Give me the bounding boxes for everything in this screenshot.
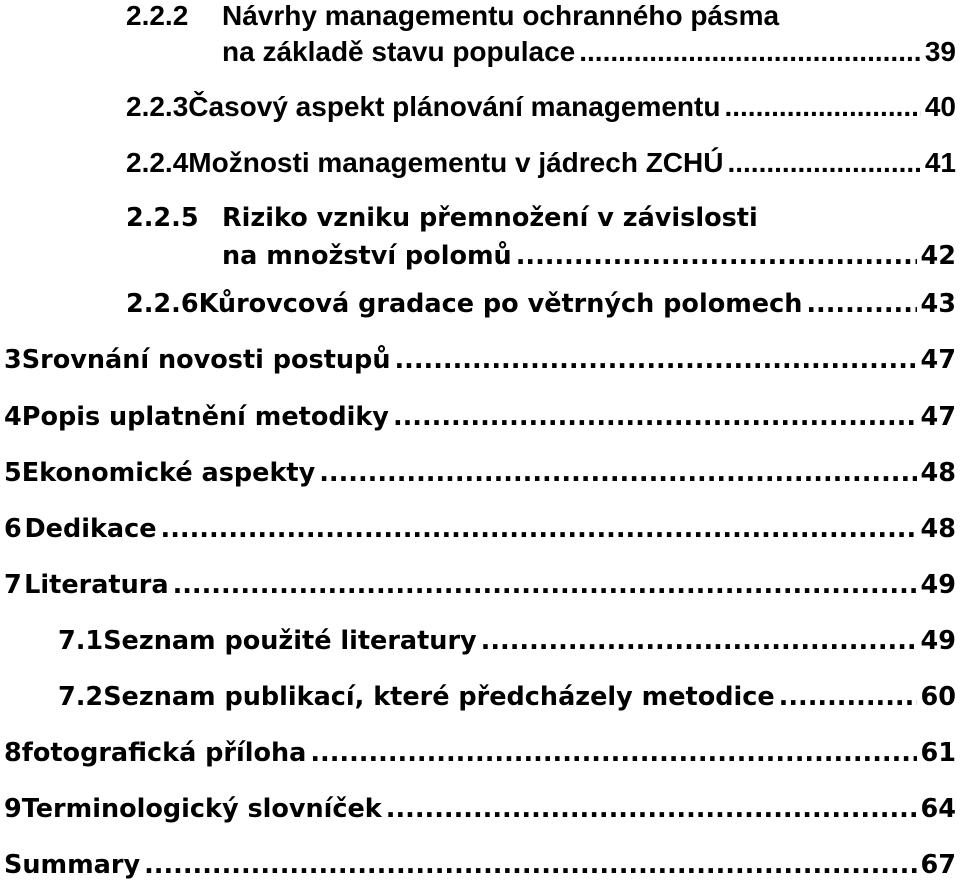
toc-entry-9[interactable]	[4, 789, 956, 829]
toc-entry-page: 39	[924, 36, 956, 67]
toc-entry-7-2[interactable]	[58, 677, 956, 717]
toc-entry-number: 2.2.6	[126, 289, 199, 319]
dot-leader	[394, 340, 916, 380]
toc-entry-7-1[interactable]	[58, 621, 956, 661]
toc-entry-number: 3	[4, 345, 22, 375]
toc-entry-title: Kůrovcová gradace po větrných polomech	[198, 289, 803, 319]
dot-leader	[516, 236, 917, 276]
toc-entry-title: Literatura	[24, 570, 169, 600]
toc-entry-2-2-5-line2[interactable]	[222, 236, 956, 276]
toc-entry-number: 7.1	[58, 626, 104, 656]
toc-entry-page: 64	[920, 794, 956, 824]
toc-entry-number: 2.2.3	[126, 91, 189, 122]
toc-entry-2-2-6[interactable]	[126, 284, 956, 324]
toc-entry-2-2-4[interactable]	[126, 143, 956, 183]
toc-entry-title-continued: na základě stavu populace	[222, 36, 576, 67]
toc-entry-number: 2.2.4	[126, 147, 189, 178]
toc-entry-title: fotografická příloha	[21, 738, 307, 768]
dot-leader	[393, 397, 917, 437]
toc-entry-page: 48	[920, 458, 956, 488]
toc-entry-page: 40	[924, 91, 956, 122]
toc-entry-title: Terminologický slovníček	[21, 794, 382, 824]
toc-entry-title: Dedikace	[24, 514, 157, 544]
dot-leader	[779, 677, 917, 717]
toc-entry-title: Popis uplatnění metodiky	[21, 402, 389, 432]
toc-entry-page: 67	[920, 850, 956, 880]
toc-entry-page: 49	[920, 626, 956, 656]
toc-entry-number: 8	[4, 738, 22, 768]
dot-leader	[481, 621, 917, 661]
toc-entry-number: 6	[4, 514, 22, 544]
toc-entry-title: Summary	[4, 850, 141, 880]
toc-entry-2-2-5-line1	[126, 198, 758, 238]
toc-entry-title: Ekonomické aspekty	[21, 458, 316, 488]
toc-entry-number: 2.2.5	[126, 203, 199, 233]
toc-entry-number: 7.2	[58, 682, 104, 712]
toc-entry-title: Návrhy managementu ochranného pásma	[222, 0, 780, 31]
toc-entry-page: 43	[920, 289, 956, 319]
toc-entry-page: 61	[920, 738, 956, 768]
toc-entry-page: 48	[920, 514, 956, 544]
toc-entry-2-2-3[interactable]	[126, 87, 956, 127]
dot-leader	[161, 509, 917, 549]
toc-entry-title: Časový aspekt plánování managementu	[188, 91, 721, 122]
toc-entry-number: 7	[4, 570, 22, 600]
toc-entry-page: 41	[924, 147, 956, 178]
dot-leader	[806, 284, 916, 324]
dot-leader	[310, 733, 916, 773]
toc-entry-page: 47	[920, 345, 956, 375]
toc-entry-summary[interactable]	[4, 845, 956, 885]
toc-entry-page: 42	[920, 241, 956, 271]
toc-entry-page: 47	[920, 402, 956, 432]
dot-leader	[727, 143, 920, 183]
toc-entry-number: 5	[4, 458, 22, 488]
toc-entry-2-2-2-line2[interactable]	[222, 32, 956, 72]
dot-leader	[579, 32, 921, 72]
toc-entry-title: Riziko vzniku přemnožení v závislosti	[222, 203, 758, 233]
toc-entry-number: 4	[4, 402, 22, 432]
toc-entry-5[interactable]	[4, 453, 956, 493]
toc-entry-number: 9	[4, 794, 22, 824]
toc-entry-page: 49	[920, 570, 956, 600]
toc-entry-title-continued: na množství polomů	[222, 241, 512, 271]
toc-entry-2-2-2-line1	[126, 0, 779, 36]
toc-entry-8[interactable]	[4, 733, 956, 773]
toc-entry-title: Srovnání novosti postupů	[21, 345, 391, 375]
dot-leader	[319, 453, 916, 493]
toc-entry-page: 60	[920, 682, 956, 712]
dot-leader	[386, 789, 917, 829]
toc-entry-6[interactable]	[4, 509, 956, 549]
dot-leader	[144, 845, 916, 885]
toc-entry-title: Možnosti managementu v jádrech ZCHÚ	[188, 147, 724, 178]
toc-entry-4[interactable]	[4, 397, 956, 437]
toc-entry-number: 2.2.2	[126, 0, 189, 31]
toc-entry-7[interactable]	[4, 565, 956, 605]
toc-entry-title: Seznam použité literatury	[103, 626, 477, 656]
toc-entry-title: Seznam publikací, které předcházely metodice	[103, 682, 775, 712]
dot-leader	[724, 87, 920, 127]
dot-leader	[173, 565, 917, 605]
toc-entry-3[interactable]	[4, 340, 956, 380]
